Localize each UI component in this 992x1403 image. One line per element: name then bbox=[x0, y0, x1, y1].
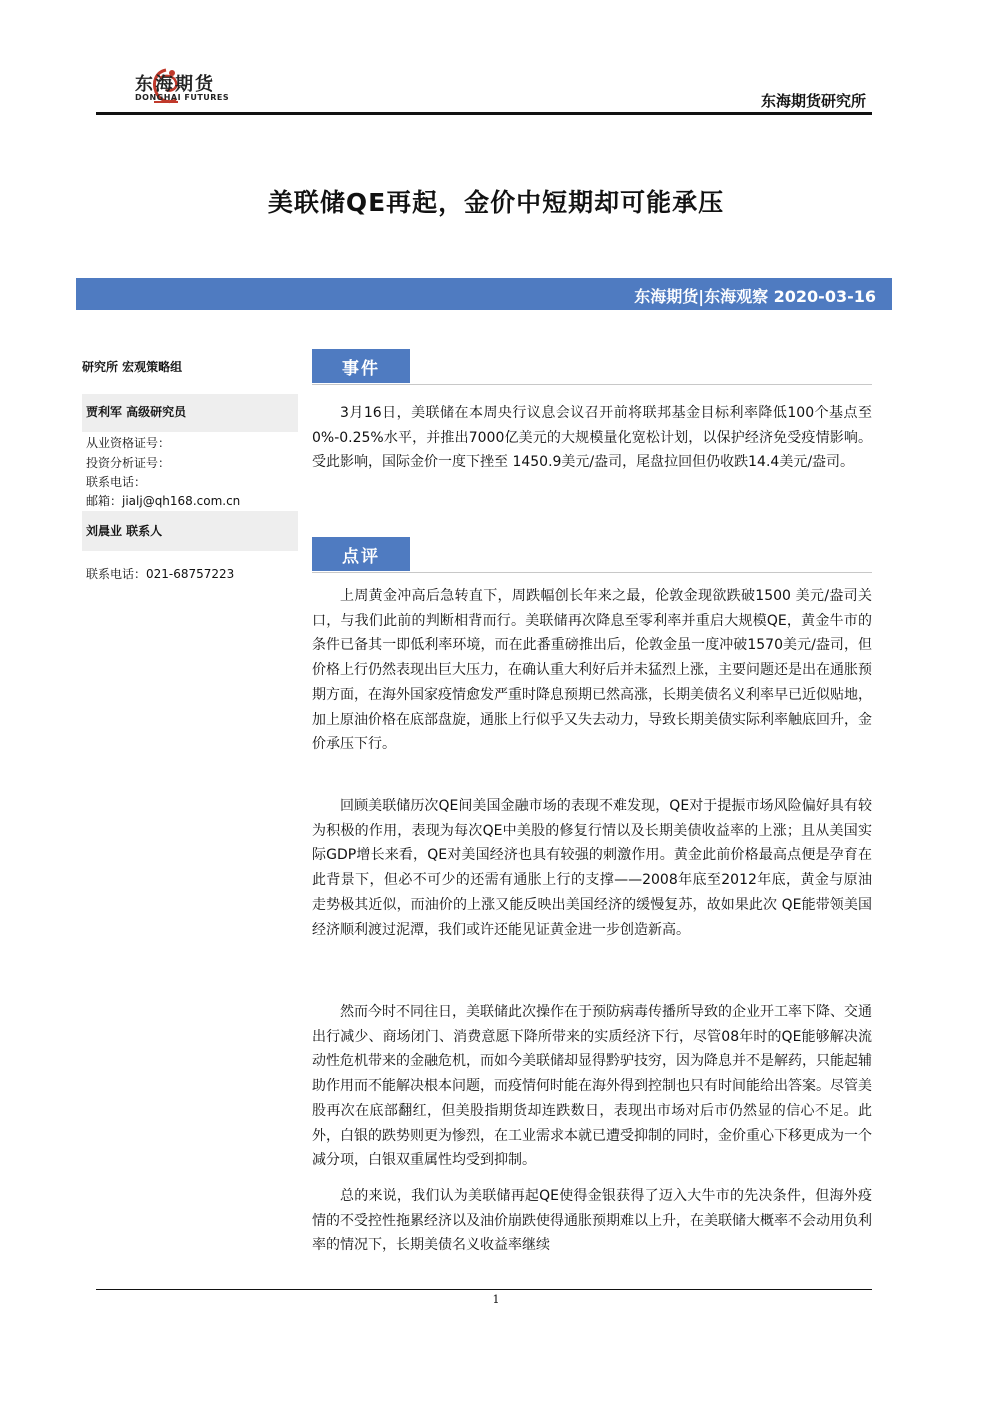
logo-text: 东海期货 bbox=[135, 74, 215, 95]
logo-subtext: DONGHAI FUTURES bbox=[135, 93, 230, 102]
analyst1-phone: 联系电话： bbox=[86, 475, 147, 489]
comment-tag: 点评 bbox=[312, 537, 410, 571]
page-number: 1 bbox=[492, 1293, 500, 1306]
comment-paragraph-3: 然而今时不同往日，美联储此次操作在于预防病毒传播所导致的企业开工率下降、交通出行减少、商场闭门、消费意愿下降所带来的实质经济下行，尽管08年时的QE能够解决流动性危机带来的金融危机，而如今美联储却显得黔驴技穷，因为降息并不是解药，只能起辅助作用而不能解决根本问题，而疫情何时能在海外得到控制也只有时间能给出答案。尽管美股再次在底部翻红，但美股指期货却连跌数日，表现出市场对后市仍然显的信心不足。此外，白银的跌势则更为惨烈，在工业需求本就已遭受抑制的同时，金价重心下移更成为一个减分项，白银双重属性均受到抑制。 bbox=[312, 1004, 872, 1169]
title-banner bbox=[76, 278, 892, 310]
header-divider bbox=[96, 112, 872, 115]
comment-paragraph-4: 总的来说，我们认为美联储再起QE使得金银获得了迈入大牛市的先决条件，但海外疫情的不受控性拖累经济以及油价崩跌使得通胀预期难以上升，在美联储大概率不会动用负利率的情况下，长期美债名义收益率继续 bbox=[312, 1188, 872, 1254]
banner-text: 东海期货|东海观察 2020-03-16 bbox=[634, 287, 876, 306]
comment-paragraph-1: 上周黄金冲高后急转直下，周跌幅创长年来之最，伦敦金现欲跌破1500 美元/盎司关口，与我们此前的判断相背而行。美联储再次降息至零利率并重启大规模QE，黄金牛市的条件已备其一即低利率环境，而在此番重磅推出后，伦敦金虽一度冲破1570美元/盎司，但价格上行仍然表现出巨大压力，在确认重大利好后并未猛烈上涨，主要问题还是出在通胀预期方面，在海外国家疫情愈发严重时降息预期已然高涨，长期美债名义利率早已近似贴地，加上原油价格在底部盘旋，通胀上行似乎又失去动力，导致长期美债实际利率触底回升，金价承压下行。 bbox=[312, 588, 872, 753]
sidebar-dept: 研究所 宏观策略组 bbox=[82, 360, 183, 374]
event-tag: 事件 bbox=[312, 349, 410, 383]
analyst1-cert2: 投资分析证号： bbox=[86, 456, 171, 470]
comment-divider bbox=[312, 572, 872, 573]
analyst1-email[interactable]: 邮箱：jialj@qh168.com.cn bbox=[86, 494, 241, 508]
institute-name: 东海期货研究所 bbox=[760, 92, 866, 110]
footer-divider bbox=[96, 1289, 872, 1290]
analyst2-phone: 联系电话：021-68757223 bbox=[86, 567, 235, 581]
analyst1-cert1: 从业资格证号： bbox=[86, 436, 171, 450]
analyst2-name: 刘晨业 联系人 bbox=[86, 524, 163, 538]
comment-paragraph-2: 回顾美联储历次QE间美国金融市场的表现不难发现，QE对于提振市场风险偏好具有较为积极的作用，表现为每次QE中美股的修复行情以及长期美债收益率的上涨；且从美国实际GDP增长来看，QE对美国经济也具有较强的刺激作用。黄金此前价格最高点便是孕育在此背景下，但必不可少的还需有通胀上行的支撑——2008年底至2012年底，黄金与原油走势极其近似，而油价的上涨又能反映出美国经济的缓慢复苏，故如果此次 QE能带领美国经济顺利渡过泥潭，我们或许还能见证黄金进一步创造新高。 bbox=[312, 798, 872, 938]
analyst1-name: 贾利军 高级研究员 bbox=[86, 405, 187, 419]
event-paragraph: 3月16日，美联储在本周央行议息会议召开前将联邦基金目标利率降低100个基点至0%-0.25%水平，并推出7000亿美元的大规模量化宽松计划，以保护经济免受疫情影响。受此影响，国际金价一度下挫至 1450.9美元/盎司，尾盘拉回但仍收跌14.4美元/盎司。 bbox=[312, 405, 872, 471]
document-title: 美联储QE再起，金价中短期却可能承压 bbox=[267, 188, 725, 217]
event-divider bbox=[312, 384, 872, 385]
